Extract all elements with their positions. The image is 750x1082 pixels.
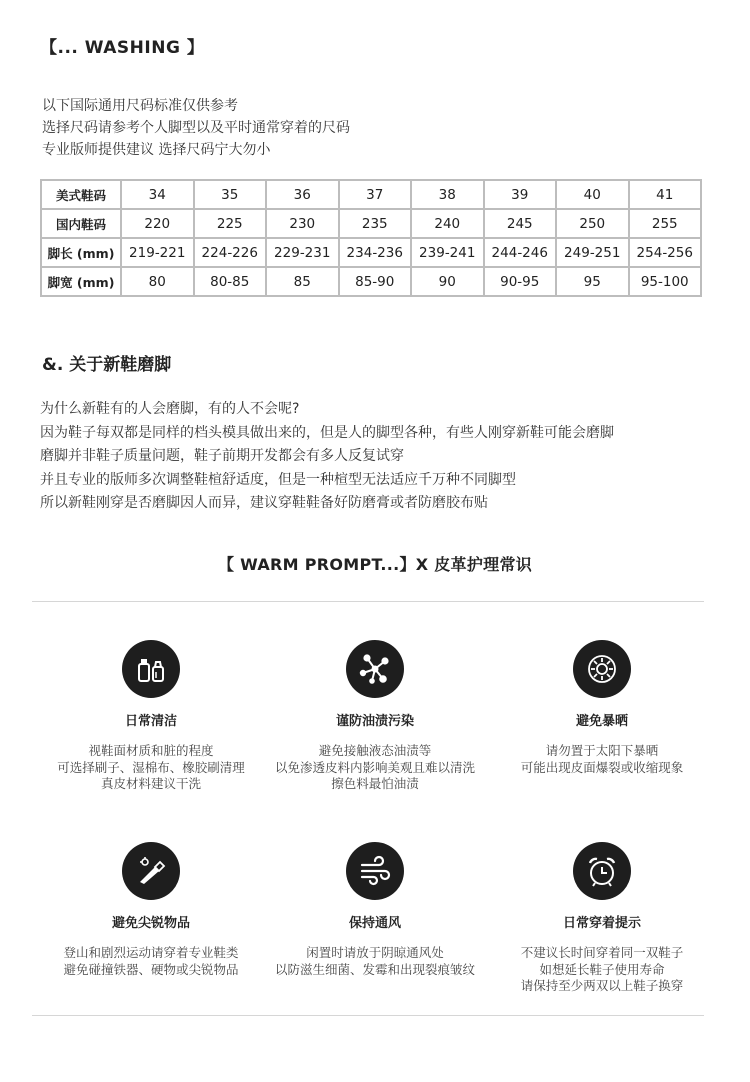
table-cell: 230 [267, 210, 338, 237]
care-tip-line: 以免渗透皮料内影响美观且难以清洗 [274, 759, 475, 775]
table-cell: 254-256 [630, 239, 701, 266]
care-tip-line: 视鞋面材质和脏的程度 [88, 743, 214, 758]
cleaning-bottles-icon [122, 640, 180, 698]
row-header: 美式鞋码 [42, 181, 120, 208]
care-tip-desc [477, 743, 727, 776]
size-intro [42, 95, 350, 161]
table-cell: 255 [630, 210, 701, 237]
about-line: 所以新鞋刚穿是否磨脚因人而异，建议穿鞋鞋备好防磨膏或者防磨胶布贴 [40, 495, 488, 511]
table-cell: 36 [267, 181, 338, 208]
care-tip-card [477, 842, 727, 995]
table-cell: 80-85 [195, 268, 266, 295]
wind-icon [346, 842, 404, 900]
care-tip-title: 避免暴晒 [575, 714, 628, 729]
care-tip-title: 日常清洁 [124, 714, 177, 729]
table-cell: 220 [122, 210, 193, 237]
about-line: 因为鞋子每双都是同样的档头模具做出来的，但是人的脚型各种，有些人刚穿新鞋可能会磨脚 [40, 424, 614, 441]
washing-heading: 【... WASHING 】 [40, 38, 205, 58]
care-tip-desc [26, 945, 276, 978]
size-chart-table [40, 179, 702, 297]
care-tip-line: 可能出现皮面爆裂或收缩现象 [520, 759, 684, 775]
care-tip-line: 真皮材料建议干洗 [100, 776, 201, 791]
table-cell: 240 [412, 210, 483, 237]
intro-line: 选择尺码请参考个人脚型以及平时通常穿着的尺码 [42, 120, 350, 136]
care-tip-line: 如想延长鞋子使用寿命 [539, 961, 665, 977]
table-row [42, 268, 700, 295]
divider [32, 1015, 704, 1016]
about-line: 并且专业的版师多次调整鞋楦舒适度，但是一种楦型无法适应千万种不同脚型 [40, 471, 516, 488]
oil-splash-icon [346, 640, 404, 698]
care-tip-desc [250, 945, 500, 978]
row-header: 脚长 (mm) [42, 239, 120, 266]
care-tip-line: 请保持至少两双以上鞋子换穿 [520, 978, 684, 993]
table-cell: 34 [122, 181, 193, 208]
care-tip-line: 可选择刷子、湿棉布、橡胶刷清理 [57, 759, 245, 775]
care-tip-title: 日常穿着提示 [562, 916, 641, 931]
care-tip-line: 登山和剧烈运动请穿着专业鞋类 [63, 945, 239, 960]
care-tip-line: 避免接触液态油渍等 [318, 743, 432, 758]
divider [32, 601, 704, 602]
warm-prompt-heading: 【 WARM PROMPT...】X 皮革护理常识 [217, 555, 533, 574]
table-row [42, 210, 700, 237]
care-tip-title: 保持通风 [348, 916, 401, 931]
care-tip-title: 谨防油渍污染 [335, 714, 414, 729]
table-row [42, 239, 700, 266]
table-cell: 95 [557, 268, 628, 295]
care-tip-card [250, 640, 500, 793]
table-row [42, 181, 700, 208]
about-new-shoes-text [40, 398, 614, 516]
table-cell: 250 [557, 210, 628, 237]
care-tip-line: 请勿置于太阳下暴晒 [545, 743, 659, 758]
care-tip-card [477, 640, 727, 776]
about-line: 为什么新鞋有的人会磨脚，有的人不会呢? [40, 401, 300, 417]
table-cell: 41 [630, 181, 701, 208]
row-header: 国内鞋码 [42, 210, 120, 237]
intro-line: 以下国际通用尺码标准仅供参考 [42, 98, 238, 114]
table-cell: 85-90 [340, 268, 411, 295]
sun-icon [573, 640, 631, 698]
alarm-clock-icon [573, 842, 631, 900]
table-cell: 85 [267, 268, 338, 295]
care-tip-line: 以防滋生细菌、发霉和出现裂痕皱纹 [274, 961, 475, 977]
table-cell: 40 [557, 181, 628, 208]
table-cell: 244-246 [485, 239, 556, 266]
intro-line: 专业版师提供建议 选择尺码宁大勿小 [42, 142, 271, 158]
table-cell: 249-251 [557, 239, 628, 266]
row-header: 脚宽 (mm) [42, 268, 120, 295]
table-cell: 95-100 [630, 268, 701, 295]
care-tip-line: 不建议长时间穿着同一双鞋子 [520, 945, 684, 960]
table-cell: 38 [412, 181, 483, 208]
care-tip-line: 避免碰撞铁器、硬物或尖锐物品 [63, 961, 239, 977]
about-new-shoes-heading: &. 关于新鞋磨脚 [42, 355, 172, 375]
care-tip-line: 擦色料最怕油渍 [331, 776, 419, 791]
table-cell: 229-231 [267, 239, 338, 266]
care-tip-desc [250, 743, 500, 793]
table-cell: 239-241 [412, 239, 483, 266]
care-tip-card [26, 640, 276, 793]
table-cell: 219-221 [122, 239, 193, 266]
care-tip-card [250, 842, 500, 978]
table-cell: 224-226 [195, 239, 266, 266]
care-tip-desc [26, 743, 276, 793]
table-cell: 225 [195, 210, 266, 237]
care-tip-card [26, 842, 276, 978]
care-tip-title: 避免尖锐物品 [111, 916, 190, 931]
table-cell: 37 [340, 181, 411, 208]
table-cell: 234-236 [340, 239, 411, 266]
table-cell: 245 [485, 210, 556, 237]
table-cell: 235 [340, 210, 411, 237]
table-cell: 39 [485, 181, 556, 208]
table-cell: 80 [122, 268, 193, 295]
table-cell: 90-95 [485, 268, 556, 295]
table-cell: 35 [195, 181, 266, 208]
sharp-blade-icon [122, 842, 180, 900]
table-cell: 90 [412, 268, 483, 295]
care-tip-desc [477, 945, 727, 995]
care-tip-line: 闲置时请放于阴晾通风处 [306, 945, 444, 960]
about-line: 磨脚并非鞋子质量问题，鞋子前期开发都会有多人反复试穿 [40, 448, 404, 464]
